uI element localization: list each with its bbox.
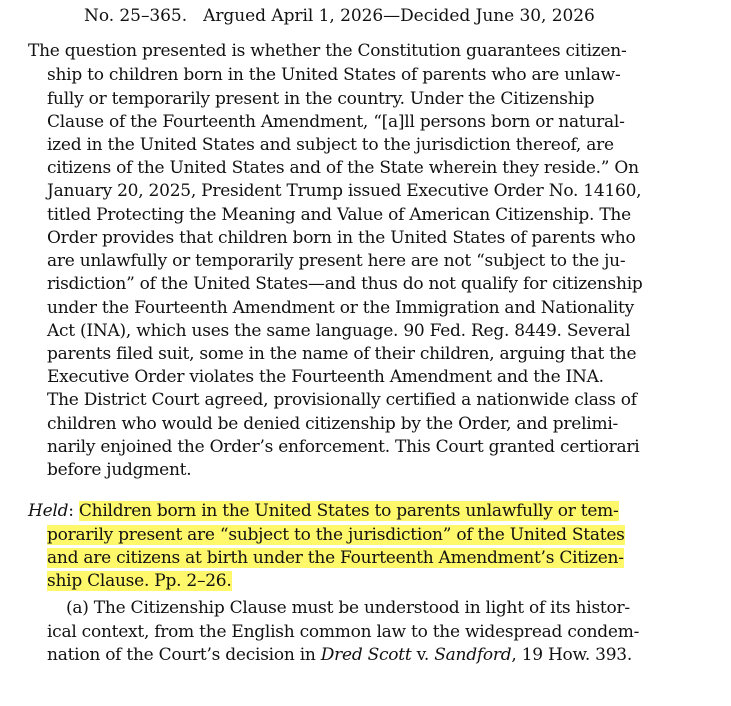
text-line: Order provides that children born in the United States of parents who xyxy=(47,228,636,248)
text-line: parents filed suit, some in the name of their children, arguing that the xyxy=(47,344,637,364)
text-line: Executive Order violates the Fourteenth Amendment and the INA. xyxy=(47,367,604,387)
case-name-dred-scott: Dred Scott xyxy=(320,645,412,665)
text-line: ship to children born in the United States of parents who are unlaw- xyxy=(47,65,621,85)
docket-number: No. 25–365. xyxy=(84,6,188,26)
held-colon: : xyxy=(68,501,74,521)
text-line: narily enjoined the Order’s enforcement. This Court granted certiorari xyxy=(47,437,640,457)
case-name-sandford: Sandford xyxy=(434,645,512,665)
text-line-with-case-citation: nation of the Court’s decision in Dred Scott v. Sandford, 19 How. 393. xyxy=(47,645,632,665)
text-line: risdiction” of the United States—and thus do not qualify for citizenship xyxy=(47,274,643,294)
held-line xyxy=(47,547,624,570)
text-line: children who would be denied citizenship by the Order, and prelimi- xyxy=(47,414,619,434)
held-line xyxy=(47,524,625,547)
text-line: titled Protecting the Meaning and Value of American Citizenship. The xyxy=(47,205,631,225)
highlighted-holding-text: Children born in the United States to parents unlawfully or tem- xyxy=(78,501,619,521)
highlighted-holding-text: porarily present are “subject to the jurisdiction” of the United States xyxy=(47,525,625,545)
text-line: Clause of the Fourteenth Amendment, “[a]ll persons born or natural- xyxy=(47,112,625,132)
held-first-line xyxy=(28,500,619,523)
text-line: under the Fourteenth Amendment or the Immigration and Nationality xyxy=(47,298,634,318)
text-line: (a) The Citizenship Clause must be understood in light of its histor- xyxy=(66,598,630,618)
text-line: fully or temporarily present in the country. Under the Citizenship xyxy=(47,89,595,109)
text-line: The question presented is whether the Constitution guarantees citizen- xyxy=(28,41,627,61)
text-line: before judgment. xyxy=(47,460,192,480)
text-line: ical context, from the English common law to the widespread condem- xyxy=(47,622,640,642)
text-line: are unlawfully or temporarily present here are not “subject to the ju- xyxy=(47,251,626,271)
argued-decided-dates: Argued April 1, 2026—Decided June 30, 2026 xyxy=(203,6,595,26)
case-header xyxy=(84,5,595,28)
text-line: citizens of the United States and of the State wherein they reside.” On xyxy=(47,158,639,178)
text-line: The District Court agreed, provisionally certified a nationwide class of xyxy=(47,390,637,410)
highlighted-holding-text: and are citizens at birth under the Fourteenth Amendment’s Citizen- xyxy=(47,548,624,568)
highlighted-holding-text: ship Clause. Pp. 2–26. xyxy=(47,571,232,591)
held-label: Held xyxy=(28,501,69,521)
text-line: January 20, 2025, President Trump issued Executive Order No. 14160, xyxy=(47,181,642,201)
text-line: Act (INA), which uses the same language. 90 Fed. Reg. 8449. Several xyxy=(47,321,631,341)
text-line: ized in the United States and subject to the jurisdiction thereof, are xyxy=(47,135,614,155)
held-line xyxy=(47,570,232,593)
